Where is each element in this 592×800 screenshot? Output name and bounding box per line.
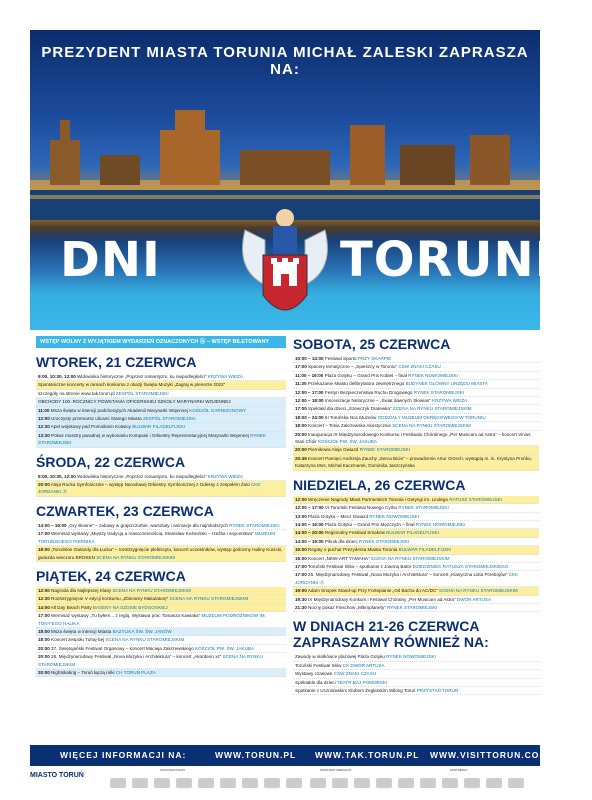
event-row [36, 432, 286, 448]
event-row [293, 431, 539, 447]
event-time: 20:00 [295, 447, 307, 453]
event-time: 12:30 [38, 596, 50, 602]
event-description: Spontaniczne koncerty w ramach konkursu z okazji Święta Muzyki „Zagraj w plenerze 2022” [38, 382, 226, 388]
event-time: 18:00 [295, 423, 307, 429]
partners-label: PARTNERZY [450, 768, 468, 772]
event-row [293, 355, 539, 363]
event-description: Spektakl dla dzieci „Szewczyk Dratewka” [308, 406, 392, 412]
event-description: Rozstrzygnięcie V edycji konkursu „Zbieramy Makulaturę” [51, 596, 169, 602]
event-place: SCENA NA RYNKU STAROMIEJSKIM [169, 596, 249, 602]
event-place: ZESPÓŁ STAROMIEJSKI [115, 390, 169, 396]
event-row [293, 670, 539, 678]
event-time: 17:00 [38, 613, 50, 619]
event-place: RYNEK STAROMIEJSKI [358, 538, 410, 544]
event-place: MUZEUM PODRÓŻNIKÓW IM. TONY'EGO HALIKA [38, 613, 266, 626]
left-days [36, 354, 286, 677]
event-row [293, 455, 539, 471]
title-left-word: DNI [60, 232, 161, 288]
event-place: CSW ZNAKI CZASU [333, 671, 377, 677]
event-place: CH TORUŃ PLAZA [115, 669, 156, 675]
event-description: szczegóły na stronie www.tak.torun.pl [38, 390, 115, 396]
sponsor-logo [508, 778, 524, 788]
event-row [293, 405, 539, 413]
event-place: SCENA NA RYNKU STAROMIEJSKIM [105, 637, 185, 643]
sponsor-logo [486, 778, 502, 788]
program-content [30, 330, 540, 745]
sponsor-logo [376, 778, 392, 788]
event-time: 20:00 [38, 645, 50, 651]
event-row [293, 422, 539, 430]
event-place: RYNEK STAROMIEJSKI [359, 447, 410, 453]
event-time: 10:00 – 14:00 [295, 356, 324, 361]
event-description: Plaża Gotyku – Grand Prix Mężczyzn – finał [324, 521, 415, 527]
event-place: PRZYSTAŃ TORUŃ [416, 688, 459, 693]
event-row [36, 604, 286, 612]
event-row [36, 530, 286, 546]
sponsor-logos [30, 768, 540, 796]
event-place: CKK JORDANKI Ⓑ [295, 572, 519, 585]
event-row [293, 538, 539, 546]
event-description: III Toruńska Noc Muzeów [324, 414, 377, 420]
day-heading: WTOREK, 21 CZERWCA [36, 354, 197, 370]
event-description: VI Toruński Festiwal Nowego Cyrku [324, 505, 398, 511]
event-description: Regionalny Festiwal Smaków [324, 530, 385, 536]
event-description: Wręczenie Nagrody Miast Partnerskich Torunia i Getyngi im. Lindego [308, 496, 449, 502]
event-row [293, 504, 539, 512]
event-time: 14:00 [38, 604, 50, 610]
event-description: „Gry słowne” – zabawy w grajszczurbie, warsztaty i animacje dla najmłodszych [67, 522, 228, 528]
sponsor-logo [398, 778, 414, 788]
event-time: 18:00 [38, 637, 50, 643]
event-description: Aleja Rocka Symfonicznie – występ Narodowej Orkiestry Symfonicznej z Odessy z zespołem Żuki [50, 482, 250, 488]
event-time: 12:00 – 17:00 [295, 389, 324, 395]
sponsor-logo [132, 778, 148, 788]
event-description: Piernikowa Aleja Gwiazd [308, 447, 359, 453]
event-row [293, 687, 539, 695]
event-description: Koncert „NEW-ART YAMAHA” [308, 555, 370, 561]
event-description: Koncert zespołu Tuhaj-bej [51, 637, 105, 643]
event-time: 18:00 [38, 628, 50, 634]
event-place: SCENA NA RYNKU STAROMIEJSKIM [370, 555, 450, 561]
event-place: CSW ZNAKI CZASU [398, 364, 441, 370]
event-row [293, 587, 539, 595]
event-description: Piknik dla dzieci [324, 538, 358, 544]
event-place: RYNEK NOWOMIEJSKI [386, 654, 436, 660]
event-time: 11:00 [38, 407, 50, 413]
day-heading: SOBOTA, 25 CZERWCA [293, 336, 451, 352]
sponsor-logo [310, 778, 326, 788]
event-description: Spektakle dla dzieci [295, 679, 336, 685]
event-time: 9:00, 10:30, 12:00 [38, 374, 76, 379]
hero-banner [30, 30, 592, 330]
event-description: Przekazanie Miastu defibrylatora zewnętrznego [307, 381, 405, 387]
legend-prefix: WSTĘP WOLNY [40, 339, 82, 345]
event-row [293, 363, 539, 371]
event-row [36, 407, 286, 415]
event-place: RYNEK STAROMIEJSKI [38, 432, 266, 446]
event-row [36, 381, 286, 389]
event-time: 12:00 – 17:00 [295, 505, 324, 511]
day-heading: NIEDZIELA, 26 CZERWCA [293, 476, 466, 493]
event-description: OBCHODY 100. ROCZNICY POWSTANIA OFICERSKIEJ SZKOŁY MARYNARKI WOJENNEJ [38, 399, 231, 405]
organizers-label: ORGANIZATORZY [160, 768, 186, 772]
event-time: 14:00 – 20:00 [295, 530, 324, 536]
event-description: Nightskating – Toruń łączą rolki [51, 669, 115, 675]
sponsor-logo [264, 778, 280, 788]
day-heading: CZWARTEK, 23 CZERWCA [36, 502, 214, 519]
footer-link-torun[interactable]: WWW.TORUN.PL [215, 750, 297, 760]
event-description: Plaża Gotyku – Grand Prix Kobiet – finał [324, 372, 407, 378]
event-description: 26. Międzynarodowy Festiwal „Nova Muzyka i Architektura” – koncert „Klasyczna Lista Przebojów” [308, 572, 508, 578]
event-description: Festiwal Sportu [324, 356, 357, 361]
event-description: Wernisaż wystawy „Między tradycją a nowoczesnością. Stanisław Kośmiński – rzeźba i snycerstwo” [51, 531, 254, 537]
event-row [36, 473, 286, 481]
event-place: RYNEK NOWOMIEJSKI [408, 372, 458, 378]
footer-bar [30, 745, 548, 766]
event-time: 17:00 [295, 563, 307, 569]
event-place: RATUSZ STAROMIEJSKI [449, 496, 502, 502]
sponsor-logo [464, 778, 480, 788]
event-row [36, 390, 286, 398]
event-description: Regaty o puchar Prezydenta Miasta Torunia [308, 547, 398, 553]
event-row [36, 423, 286, 431]
event-time: 15:00 [295, 547, 307, 553]
event-description: Nocny pokaz Finschow „Mikroplanety” [308, 604, 386, 610]
event-place: SCENA NA RYNKU STAROMIEJSKIM [439, 588, 518, 594]
event-time: 20:00 [38, 482, 50, 488]
event-row [293, 653, 539, 661]
event-time: 14:00 – 19:00 [295, 538, 324, 544]
sponsor-logo [420, 778, 436, 788]
event-place: SCENA NA RYNKU STAROMIEJSKIM [112, 587, 192, 593]
sponsor-logo [332, 778, 348, 788]
event-row [36, 636, 286, 644]
event-time: 17:00 [38, 531, 50, 537]
event-description: 37. Świętojański Festiwal Organowy – koncert Macieja Zakrzewskiego [51, 645, 194, 651]
event-place: SCENA NA RYNKU STAROMIEJSKIM [392, 406, 472, 412]
event-place: TEATR BAJ POMORSKI [336, 679, 388, 685]
event-time: 20:45 [295, 455, 307, 461]
event-description: IX Międzynarodowy Konkurs i Festiwal Chóralny „Per Musicam ad Astra” [308, 596, 456, 602]
event-time: 12:00 [38, 587, 50, 593]
event-row [293, 662, 539, 670]
event-row [36, 546, 286, 562]
event-description: Zawody w siatkówce plażowej Plaża Gotyku [295, 654, 385, 660]
event-row [293, 513, 539, 521]
event-row [293, 389, 539, 397]
event-time: 17:00 [295, 572, 307, 578]
event-row [293, 397, 539, 405]
event-place: PRZY SKARPIE [357, 356, 392, 361]
event-place: RYNEK STAROMIEJSKI [398, 505, 449, 511]
event-row [36, 669, 286, 677]
day-heading: W DNIACH 21-26 CZERWCA ZAPRASZAMY RÓWNIEŻ NA: [293, 618, 489, 651]
right-column [293, 330, 539, 695]
event-time: 18:00 [38, 547, 50, 553]
event-place: KOŚCIÓŁ PW. ŚW. JAKUBA [317, 439, 377, 445]
event-row [36, 398, 286, 406]
right-days [293, 336, 539, 695]
event-time: 16:00 [295, 555, 307, 561]
event-description: Plaża Gotyku – Mecz Gwiazd [308, 513, 369, 519]
event-place: KRZYWA WIEŻA [432, 398, 468, 404]
torun-angel-crest-logo [235, 200, 335, 330]
event-place: CK DWÓR ARTUSA [342, 662, 385, 668]
event-place: BULWAR FILADELFIJSKI [398, 547, 452, 553]
event-description: Toruński Festiwal Słów [295, 662, 342, 668]
event-place: KRZYWA WIEŻA [207, 473, 243, 479]
event-time: 14:00 – 16:00 [38, 522, 67, 528]
event-place: CKK JORDANKI Ⓑ [38, 482, 261, 495]
event-place: DZIEDZINIEC RATUSZA STAROMIEJSKIEGO [412, 563, 509, 569]
event-description: „Toruńskie Gwiazdy dla Łucka” – rozstrzygnięcie plebiscytu, koncert uczestników, występ gościnny Haliny Kunicki, gwiazda wieczoru BROKEN [38, 547, 283, 560]
event-description: Msza święta w intencji Miasta [51, 628, 112, 634]
event-place: RYNEK STAROMIEJSKI [413, 389, 465, 395]
event-description: Inscenizacje historyczne – „Świat dawnych Słowian” [324, 398, 431, 404]
event-row [36, 587, 286, 595]
event-time: 18:00 – 24:00 [295, 414, 324, 420]
event-place: ODDZIAŁY MUZEUM OKRĘGOWEGO W TORUNIU [377, 414, 486, 420]
event-description: Wystawy czasowe [295, 671, 333, 677]
event-row [293, 604, 539, 612]
event-place: BAZYLIKA ŚW. ŚW. JANÓW [112, 628, 172, 634]
event-row [293, 529, 539, 537]
event-time: 13:00 [295, 513, 307, 519]
event-place: SCENA NA RYNKU STAROMIEJSKIM [96, 554, 175, 560]
event-description: Uroczysty przemarsz ulicami Starego Miasta [51, 416, 142, 422]
event-description: Toruński Festiwal Słów – spotkanie z Joanną Bator [307, 563, 412, 569]
sponsor-logo [176, 778, 192, 788]
event-description: All Day Beach Party [50, 604, 92, 610]
event-description: Widowiska historyczne „Poprzez romantyzm, ku niepodległości” [77, 374, 207, 379]
legend-text: Z WYJĄTKIEM WYDARZEŃ OZNACZONYCH ⓑ – WSTĘP BILETOWANY [82, 339, 270, 345]
event-time: 12:00 – 18:00 [295, 398, 324, 404]
event-time: 11:30 [295, 381, 307, 387]
sponsor-logo [198, 778, 214, 788]
event-place: SCENA NA RYNKU STAROMIEJSKIM [38, 654, 263, 667]
event-time: 19:00 [295, 588, 307, 594]
event-row [293, 596, 539, 604]
event-row [293, 679, 539, 687]
event-time: 11:00 – 16:00 [295, 372, 324, 378]
event-row [36, 628, 286, 636]
event-row [36, 373, 286, 381]
sponsor-logo [286, 778, 302, 788]
event-time: 20:00 [38, 654, 50, 660]
footer-link-tak[interactable]: WWW.TAK.TORUN.PL [315, 750, 420, 760]
sponsor-logo [442, 778, 458, 788]
event-place: BUDYNEK GŁÓWNY URZĘDU MIASTA [405, 381, 488, 387]
event-place: KOŚCIÓŁ PW. ŚW. JAKUBA [195, 645, 255, 651]
event-description: Inauguracja IX Międzynarodowego Konkursu i Festiwalu Chóralnego „Per Musicam ad Astra” – koncert Vinius Stari Chóir [295, 431, 531, 445]
event-row [293, 446, 539, 454]
event-time: 20:00 [38, 669, 50, 675]
event-description: Apel wojskowy pod Pomnikiem Kotwicy [50, 424, 131, 430]
event-place: BULWAR FILADELFIJSKI [132, 424, 186, 430]
sponsor-logo [242, 778, 258, 788]
poster [30, 30, 592, 766]
event-time: 13:30 [38, 432, 50, 438]
left-column [36, 330, 286, 677]
event-description: Spotkanie z Uczniowskim Klubem Żeglarskim Wiking Toruń [295, 688, 416, 693]
event-place: DWÓR ARTUSA [456, 596, 492, 602]
event-row [293, 546, 539, 554]
event-row [293, 496, 539, 504]
event-description: Widowiska historyczne „Poprzez romantyzm, ku niepodległości” [77, 473, 207, 479]
event-description: Msza święta w intencji podchorążych Akademii Marynarki Wojennej [50, 407, 188, 413]
event-row [293, 563, 539, 571]
event-place: MUZEUM TORUŃSKIEGO PIERNIKA [38, 531, 276, 544]
sponsor-logo [354, 778, 370, 788]
event-time: 14:00 – 16:00 [295, 521, 324, 527]
event-time: 19:30 [295, 596, 307, 602]
event-place: RYNEK NOWOMIEJSKI [369, 513, 420, 519]
event-description: Nagroda dla Najlepszej Klasy [51, 587, 112, 593]
event-time: 12:00 [295, 496, 307, 502]
event-place: RYNEK NOWOMIEJSKI [415, 521, 466, 527]
event-time: 21:30 [295, 604, 307, 610]
event-row [36, 612, 286, 628]
event-description: Adam Snopek Stand-up Przy Fortepianie „Od Bacha do AC/DC” [307, 588, 438, 594]
page-headline: PREZYDENT MIASTA TORUNIA MICHAŁ ZALESKI ZAPRASZA NA: [41, 44, 529, 78]
event-row [293, 380, 539, 388]
event-row [36, 653, 286, 669]
event-row [36, 595, 286, 603]
day-heading: PIĄTEK, 24 CZERWCA [36, 567, 186, 584]
event-row [293, 555, 539, 563]
event-row [36, 522, 286, 530]
admission-legend [36, 336, 286, 348]
event-place: RYNEK STAROMIEJSKI [386, 604, 438, 610]
footer-link-visit[interactable]: WWW.VISITTORUN.COM [430, 750, 548, 760]
event-description: Spacery tematyczne – „Spieszcy w Toruniu” [308, 364, 398, 370]
event-row [36, 481, 286, 497]
event-row [36, 415, 286, 423]
event-description: Festyn Bezpieczeństwa Ruchu Drogowego [324, 389, 413, 395]
event-row [36, 645, 286, 653]
event-row [293, 414, 539, 422]
event-place: KRZYWA WIEŻA [207, 374, 243, 379]
event-time: 12:30 [38, 424, 50, 430]
city-logo: MIASTO TORUŃ [30, 772, 84, 779]
event-place: ZESPÓŁ STAROMIEJSKI [142, 416, 196, 422]
event-time: 17:00 [295, 406, 307, 412]
event-place: BASENY NA SZOSIE BYDGOSKIEJ [92, 604, 168, 610]
sponsor-logo [154, 778, 170, 788]
event-place: SCENA NA RYNKU STAROMIEJSKIM [392, 423, 471, 429]
title-right-word: TORUNIA [340, 232, 592, 288]
event-row [293, 521, 539, 529]
event-description: Koncert Pamięci Andrzeja Zauchy „Serca Bicie” – prowadzenie Artur Orzech, wystąpią m. in. Krystyna Prońko, Katarzyna Mos, Michał Kaczmarek, Dominika Jaszczyńska [295, 455, 532, 469]
event-time: 12:00 [38, 416, 50, 422]
event-time: 17:00 [295, 364, 307, 370]
event-place: KOŚCIÓŁ GARNIZONOWY [189, 407, 247, 413]
event-row [293, 571, 539, 587]
event-time: 20:00 [295, 431, 307, 437]
sponsor-logo [110, 778, 126, 788]
event-description: 26. Międzynarodowy Festiwal „Nova Muzyka i Architektura” – koncert „Akordeon xz” [51, 654, 222, 660]
event-time: 9:00, 10:30, 12:00 [38, 473, 76, 479]
event-place: BULWAR FILADELFIJSKI [386, 530, 440, 536]
footer-label: WIĘCEJ INFORMACJI NA: [60, 750, 187, 760]
event-row [293, 372, 539, 380]
day-heading: ŚRODA, 22 CZERWCA [36, 453, 186, 470]
event-description: Pokaz musztry paradnej w wykonaniu Kompanii i Orkiestry Reprezentacyjnej Marynarki Wojennej [51, 432, 249, 438]
event-description: Wernisaż wystawy „Tu byłem... z reglą. Wystawa prac Tomasza Kawiaka” [51, 613, 201, 619]
sponsor-logo [220, 778, 236, 788]
media-label: PATRONAT MEDIALNY [320, 768, 352, 772]
event-description: Koncert – Tosia Zakrzewska Akustycznie [308, 423, 391, 429]
event-place: RYNEK STAROMIEJSKI [229, 522, 280, 528]
